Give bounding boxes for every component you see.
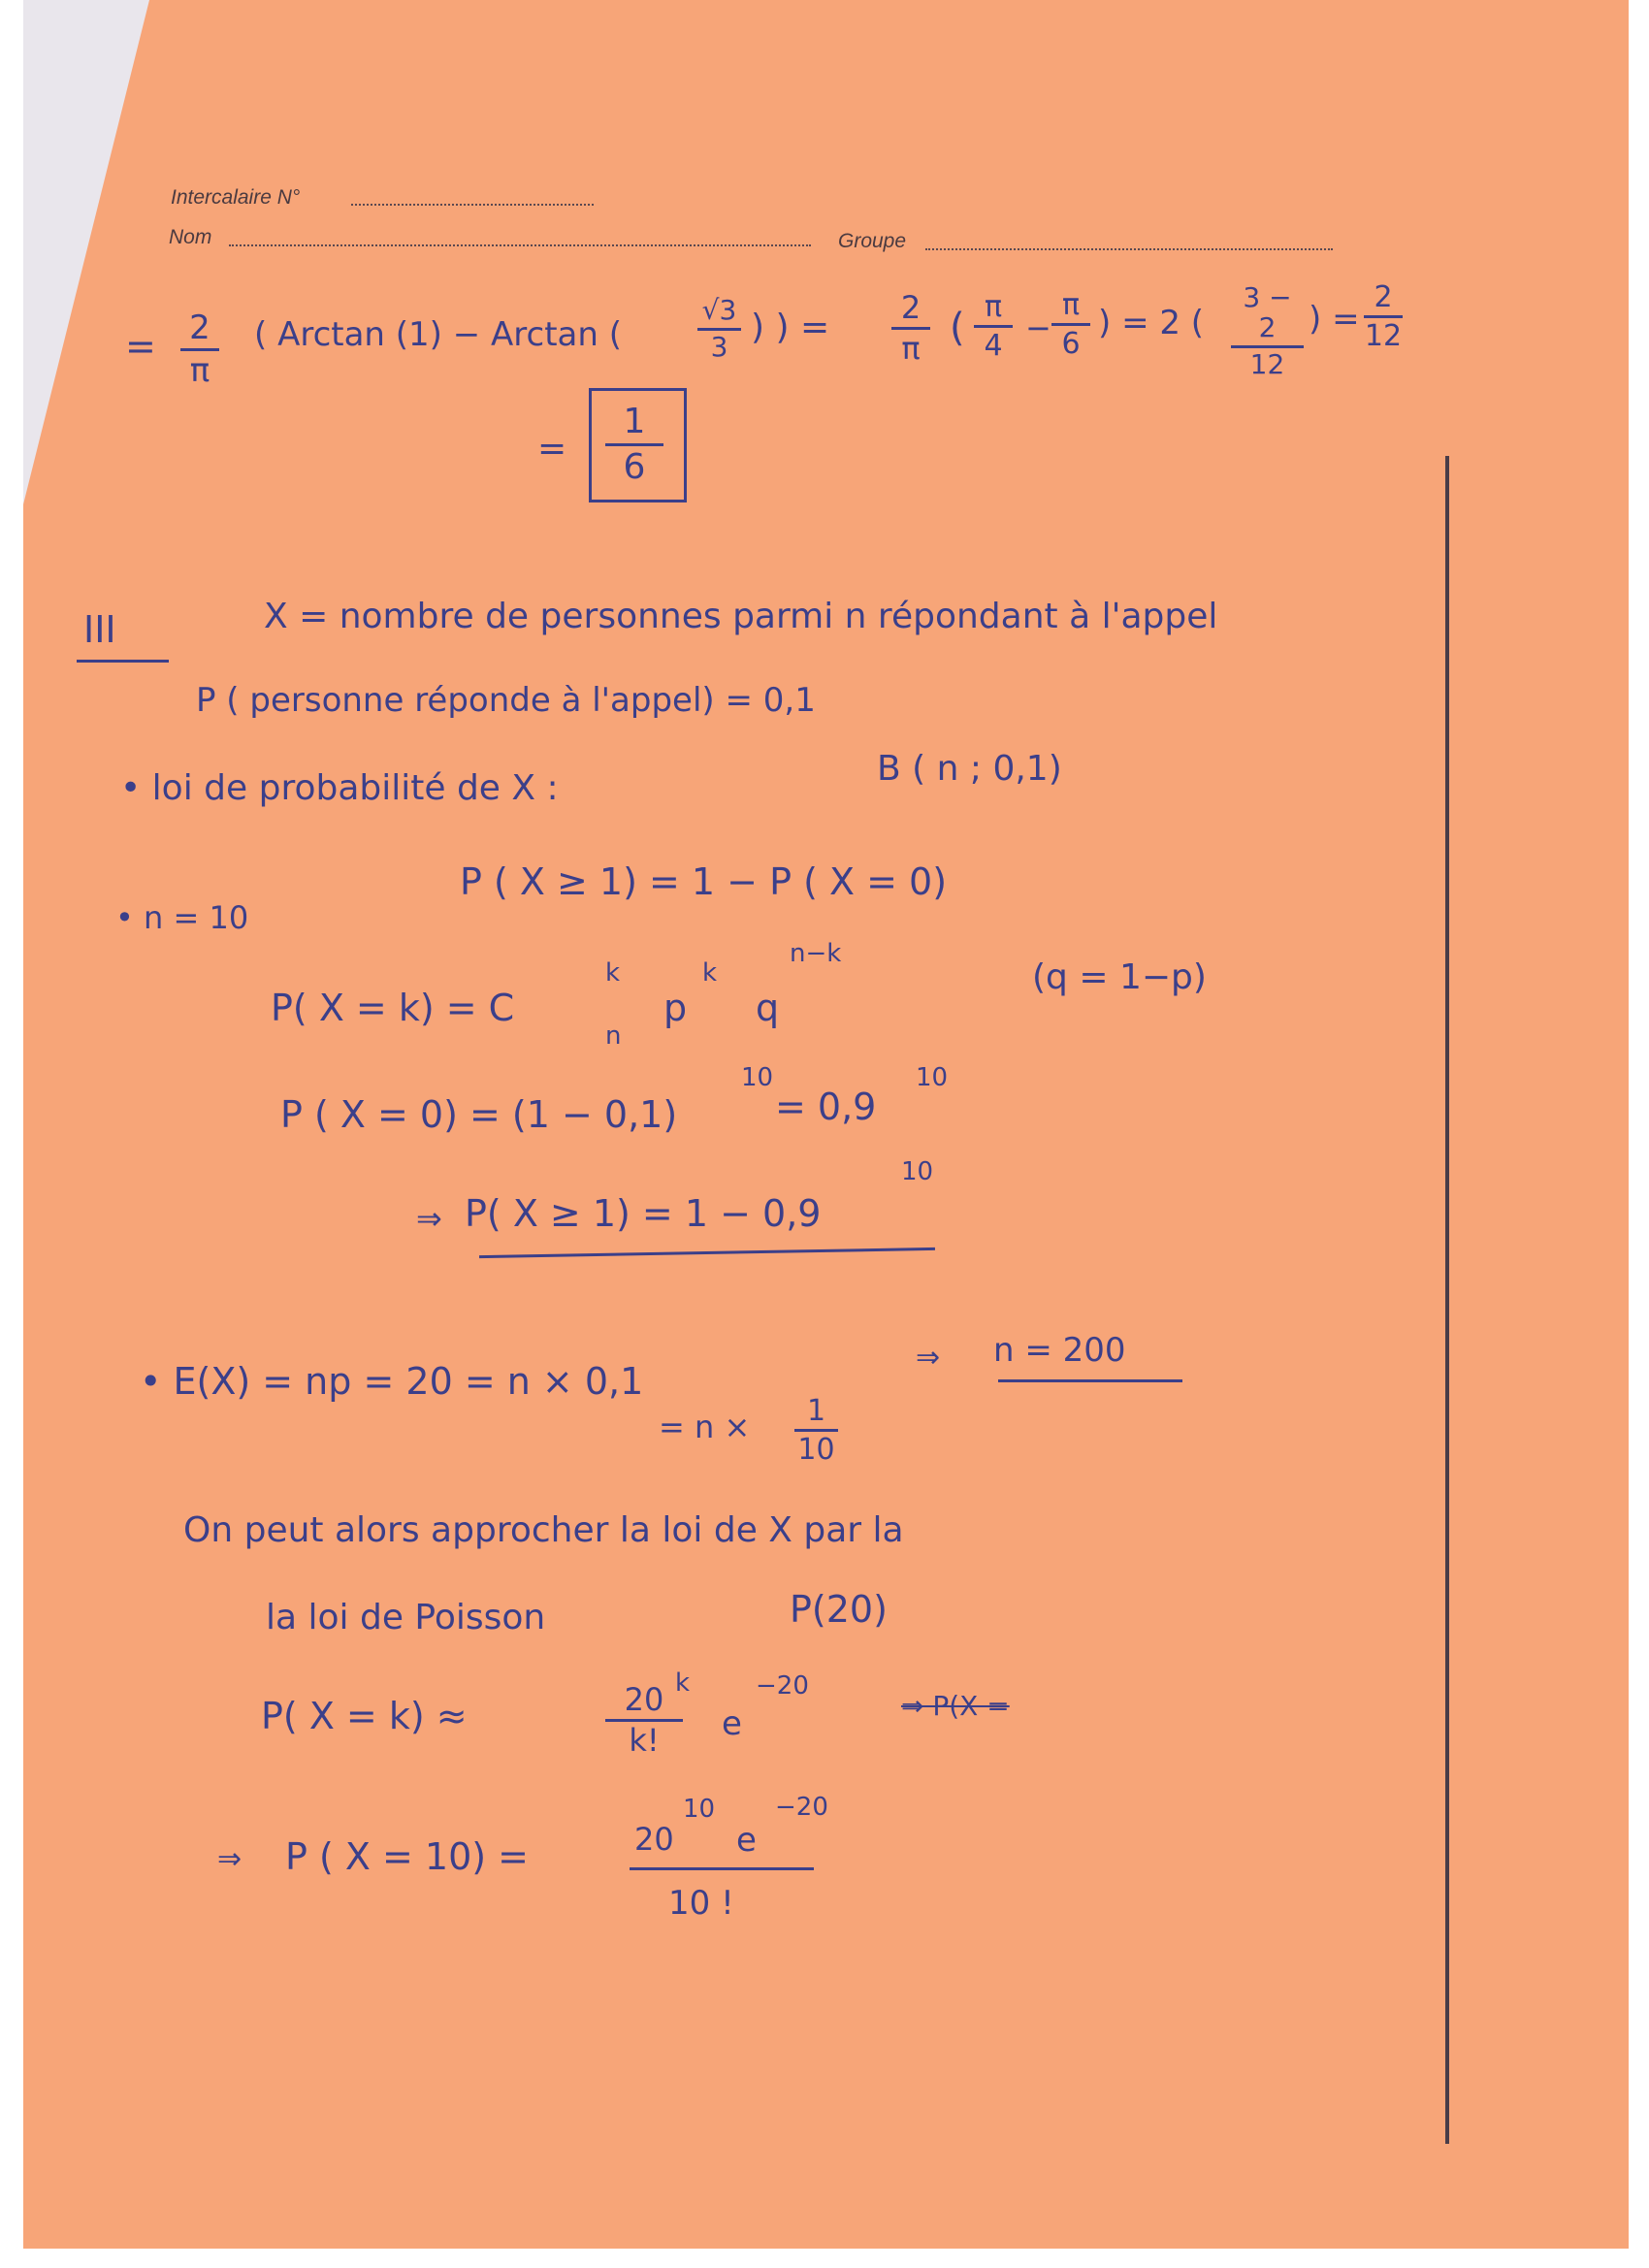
implies-arrow: ⇒ (416, 1200, 442, 1237)
final-lhs: P ( X = 10) = (285, 1835, 530, 1878)
poisson-approx-lhs: P( X = k) ≈ (261, 1695, 468, 1737)
p0-result: = 0,9 (775, 1085, 877, 1128)
final-arrow: ⇒ (217, 1842, 242, 1876)
arctan-close: ) ) = (751, 308, 830, 347)
binom-coef-sup: k (605, 958, 621, 988)
nom-dots (229, 244, 811, 246)
paren-close-times-2: ) = 2 ( (1098, 304, 1205, 342)
n-equals-10: • n = 10 (115, 899, 249, 936)
poisson-approx-fraction: 20 k! (605, 1683, 683, 1758)
paren-open: ( (950, 306, 965, 350)
expectation-arrow: ⇒ (916, 1341, 941, 1375)
result-p-x-ge-1: P( X ≥ 1) = 1 − 0,9 (465, 1192, 822, 1235)
final-e: e (736, 1821, 757, 1860)
final-e-exp: −20 (775, 1793, 828, 1822)
nom-label: Nom (169, 226, 212, 248)
poisson-law: P(20) (790, 1588, 888, 1631)
expectation-line: • E(X) = np = 20 = n × 0,1 (140, 1360, 644, 1403)
fraction-3-minus-2-over-12: 3 − 2 12 (1231, 283, 1304, 379)
definition-x: X = nombre de personnes parmi n répondant à l'appel (264, 597, 1218, 636)
result-underline (479, 1247, 935, 1258)
section-numeral-underline (77, 660, 169, 663)
final-fraction-bar (630, 1867, 814, 1870)
fraction-1-over-6: 1 6 (605, 403, 663, 486)
loi-label: • loi de probabilité de X : (120, 768, 559, 808)
binomial-law: B ( n ; 0,1) (877, 749, 1062, 789)
minus-sign: − (1025, 309, 1051, 346)
p-term: p (663, 987, 688, 1029)
p0-result-exponent: 10 (916, 1063, 949, 1092)
n-result: n = 200 (993, 1331, 1126, 1370)
p-x-eq-0: P ( X = 0) = (1 − 0,1) (280, 1093, 678, 1136)
eq-sign: = (125, 325, 156, 368)
folded-corner (23, 0, 149, 504)
eq-sign-2: = (537, 429, 567, 469)
section-numeral: III (83, 608, 116, 651)
binom-coef-sub: n (605, 1021, 622, 1051)
fraction-2-over-pi-b: 2 π (891, 291, 930, 366)
q-exponent: n−k (790, 939, 842, 968)
arctan-expression: ( Arctan (1) − Arctan ( (254, 315, 623, 354)
poisson-e: e (722, 1704, 742, 1743)
intercalaire-dots (351, 204, 594, 206)
p-x-ge-1: P ( X ≥ 1) = 1 − P ( X = 0) (460, 860, 948, 903)
approx-sentence-1: On peut alors approcher la loi de X par la (183, 1510, 904, 1550)
n-result-underline (998, 1379, 1182, 1382)
poisson-approx-num-exp: k (675, 1669, 691, 1698)
eq-n-times: = n × (659, 1409, 751, 1445)
close-eq: ) = (1309, 300, 1360, 339)
final-den: 10 ! (668, 1884, 734, 1923)
fraction-1-over-10: 1 10 (794, 1395, 838, 1466)
orange-answer-sheet (23, 0, 1629, 2249)
groupe-dots (925, 248, 1333, 250)
fraction-pi-over-4: π 4 (974, 291, 1013, 362)
struck-text: ⇒ P(X = (901, 1690, 1010, 1722)
q-definition: (q = 1−p) (1032, 957, 1207, 997)
final-num-exp: 10 (683, 1795, 716, 1824)
probability-reply: P ( personne réponde à l'appel) = 0,1 (196, 681, 816, 720)
p0-exponent: 10 (741, 1063, 774, 1092)
p-x-eq-k-lhs: P( X = k) = C (271, 987, 515, 1029)
final-num: 20 (634, 1821, 674, 1858)
q-term: q (756, 987, 780, 1029)
approx-sentence-2: la loi de Poisson (266, 1598, 546, 1637)
margin-rule (1445, 456, 1449, 2144)
groupe-label: Groupe (838, 230, 907, 252)
intercalaire-label: Intercalaire N° (171, 186, 301, 209)
result-exponent: 10 (901, 1157, 934, 1186)
fraction-sqrt3-over-3: √3 3 (697, 296, 741, 363)
poisson-e-exp: −20 (756, 1671, 809, 1701)
fraction-pi-over-6: π 6 (1051, 289, 1090, 360)
p-exponent: k (702, 958, 718, 988)
fraction-2-over-pi: 2 π (180, 310, 219, 390)
fraction-2-over-12: 2 12 (1364, 280, 1403, 353)
